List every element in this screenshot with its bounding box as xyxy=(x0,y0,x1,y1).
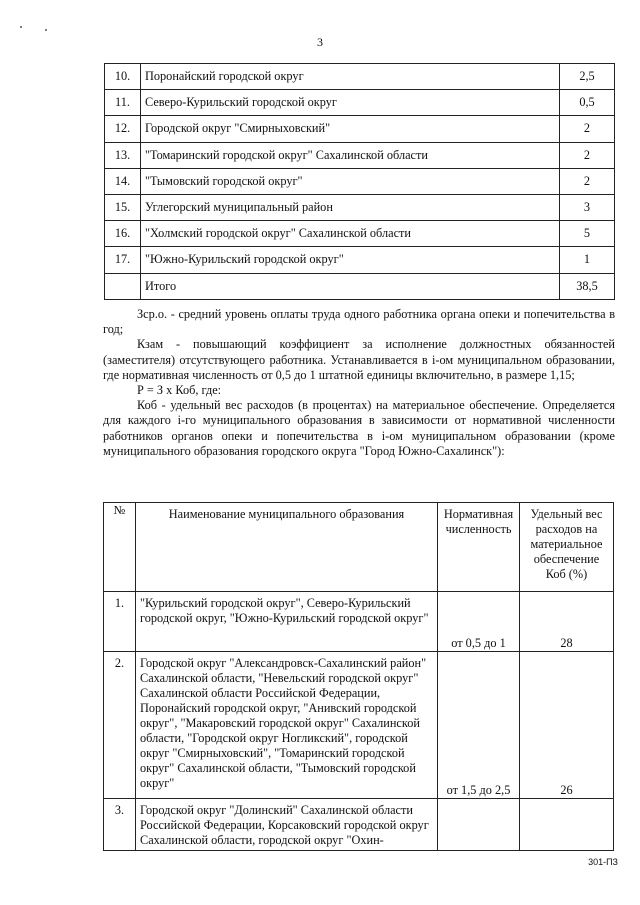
table-row xyxy=(105,221,615,247)
definition-zsro: Зср.о. - средний уровень оплаты труда одного работника органа опеки и попечительства в год; xyxy=(103,307,615,337)
table-row xyxy=(105,194,615,220)
row-share: 28 xyxy=(520,592,614,652)
table-header-row xyxy=(104,503,614,592)
table-row xyxy=(104,652,614,799)
table-row xyxy=(104,592,614,652)
row-value: 2 xyxy=(560,168,615,194)
header-staff: Нормативная численность xyxy=(438,503,520,592)
table-row xyxy=(105,142,615,168)
row-value: 0,5 xyxy=(560,90,615,116)
row-name: Северо-Курильский городской округ xyxy=(141,90,560,116)
table-row xyxy=(105,64,615,90)
table-row xyxy=(105,116,615,142)
table-row xyxy=(105,273,615,299)
row-num: 10. xyxy=(105,64,141,90)
table-row xyxy=(105,247,615,273)
row-value: 2,5 xyxy=(560,64,615,90)
row-num: 3. xyxy=(104,799,136,851)
row-value: 5 xyxy=(560,221,615,247)
row-num: 17. xyxy=(105,247,141,273)
row-value: 1 xyxy=(560,247,615,273)
row-num: 14. xyxy=(105,168,141,194)
page-number: 3 xyxy=(317,35,323,49)
table-row xyxy=(105,90,615,116)
table-row xyxy=(105,168,615,194)
row-name: Итого xyxy=(141,273,560,299)
header-num: № xyxy=(104,503,136,592)
row-staff: от 1,5 до 2,5 xyxy=(438,652,520,799)
definition-kob: Коб - удельный вес расходов (в процентах) на материальное обеспечение. Определяется для каждого i-го муниципального образования в зависимости от нормативной численности работников органов опеки и попечительства в i-ом муниципальном образовании (кроме муниципального образования городского округа "Город Южно-Сахалинск"): xyxy=(103,398,615,458)
header-share: Удельный вес расходов на материальное обеспечение Коб (%) xyxy=(520,503,614,592)
scan-speck xyxy=(20,26,22,28)
row-name: "Холмский городской округ" Сахалинской области xyxy=(141,221,560,247)
material-expense-table xyxy=(103,502,614,851)
row-value: 2 xyxy=(560,116,615,142)
row-name: Поронайский городской округ xyxy=(141,64,560,90)
row-num: 11. xyxy=(105,90,141,116)
row-num: 15. xyxy=(105,194,141,220)
text-section xyxy=(103,307,615,459)
row-num: 13. xyxy=(105,142,141,168)
row-share xyxy=(520,799,614,851)
row-name: "Тымовский городской округ" xyxy=(141,168,560,194)
row-share: 26 xyxy=(520,652,614,799)
definition-kzam: Кзам - повышающий коэффициент за исполнение должностных обязанностей (заместителя) отсутствующего работника. Устанавливается в i-ом муниципальном образовании, где нормативная численность от 0,5 до 1 штатной единицы включительно, в размере 1,15; xyxy=(103,337,615,382)
header-name: Наименование муниципального образования xyxy=(136,503,438,592)
row-value: 3 xyxy=(560,194,615,220)
row-num: 2. xyxy=(104,652,136,799)
row-name: Городской округ "Александровск-Сахалинский район" Сахалинской области, "Невельский городской округ" Сахалинской области Российской Федерации, Поронайский городской округ, "Анивский городской округ", "Макаровский городской округ" Сахалинской области, "Городской округ Ногликский", городской округ "Смирныховский", "Томаринский городской округ" Сахалинской области, "Тымовский городской округ" xyxy=(136,652,438,799)
formula-line: Р = З x Коб, где: xyxy=(137,383,222,398)
row-name: Городской округ "Смирныховский" xyxy=(141,116,560,142)
row-staff: от 0,5 до 1 xyxy=(438,592,520,652)
row-name: Городской округ "Долинский" Сахалинской области Российской Федерации, Корсаковский городской округ Сахалинской области, городской округ "Охин- xyxy=(136,799,438,851)
row-value: 2 xyxy=(560,142,615,168)
scan-speck xyxy=(45,29,47,31)
row-num: 12. xyxy=(105,116,141,142)
row-num xyxy=(105,273,141,299)
row-num: 16. xyxy=(105,221,141,247)
row-name: Углегорский муниципальный район xyxy=(141,194,560,220)
row-staff xyxy=(438,799,520,851)
row-name: "Томаринский городской округ" Сахалинской области xyxy=(141,142,560,168)
row-value: 38,5 xyxy=(560,273,615,299)
municipality-staff-table xyxy=(104,63,615,300)
municipality-staff-table-body xyxy=(105,64,615,300)
document-code: 301-ПЗ xyxy=(588,857,618,867)
row-name: "Курильский городской округ", Северо-Курильский городской округ, "Южно-Курильский городской округ" xyxy=(136,592,438,652)
row-name: "Южно-Курильский городской округ" xyxy=(141,247,560,273)
row-num: 1. xyxy=(104,592,136,652)
table-row xyxy=(104,799,614,851)
